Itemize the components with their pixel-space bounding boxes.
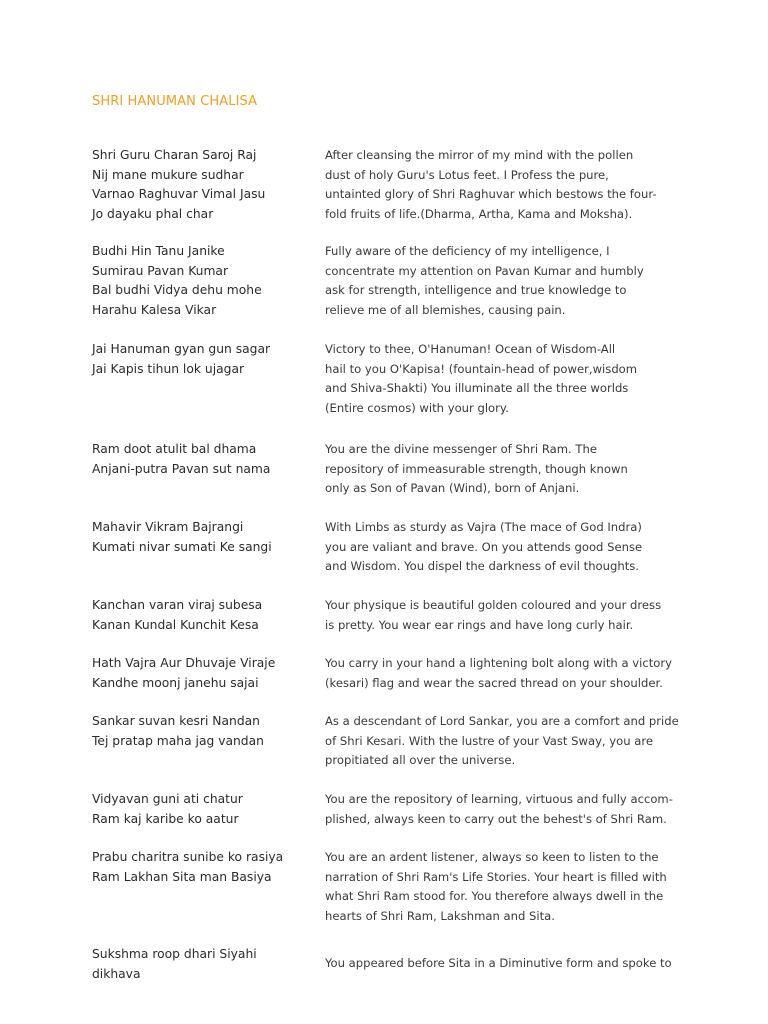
translation-line: is pretty. You wear ear rings and have long curly hair.	[325, 617, 634, 632]
verse-line: Hath Vajra Aur Dhuvaje Viraje	[92, 656, 276, 670]
verse-translation	[325, 340, 675, 418]
verse-line: dikhava	[92, 966, 141, 981]
translation-line: Victory to thee, O'Hanuman! Ocean of Wisdom-All	[325, 342, 616, 356]
verse-line: Anjani-putra Pavan sut nama	[92, 461, 271, 476]
translation-line: (kesari) flag and wear the sacred thread on your shoulder.	[325, 675, 663, 690]
verse-line: Kumati nivar sumati Ke sangi	[92, 539, 272, 554]
verse-transliteration	[92, 440, 317, 479]
verse-line: Kanan Kundal Kunchit Kesa	[92, 617, 259, 632]
verse-translation	[325, 440, 675, 499]
translation-line: only as Son of Pavan (Wind), born of Anjani.	[325, 481, 580, 495]
verse-line: Nij mane mukure sudhar	[92, 167, 244, 182]
translation-line: plished, always keen to carry out the behest's of Shri Ram.	[325, 811, 667, 826]
verse-line: Ram Lakhan Sita man Basiya	[92, 869, 272, 884]
translation-line: narration of Shri Ram's Life Stories. Your heart is filled with	[325, 869, 667, 884]
translation-line: and Wisdom. You dispel the darkness of evil thoughts.	[325, 559, 639, 573]
verse-transliteration	[92, 340, 317, 379]
verse-transliteration	[92, 712, 317, 751]
verse-translation	[325, 242, 675, 320]
verse-transliteration	[92, 518, 317, 557]
translation-line: you are valiant and brave. On you attends good Sense	[325, 539, 643, 554]
translation-line: As a descendant of Lord Sankar, you are a comfort and pride	[325, 714, 679, 728]
verse-line: Ram kaj karibe ko aatur	[92, 811, 239, 826]
verse-transliteration	[92, 654, 317, 693]
translation-line: With Limbs as sturdy as Vajra (The mace of God Indra)	[325, 520, 642, 534]
verse-translation	[325, 848, 675, 926]
translation-line: untainted glory of Shri Raghuvar which bestows the four-	[325, 187, 657, 201]
verse-line: Sumirau Pavan Kumar	[92, 263, 229, 278]
verse-line: Sankar suvan kesri Nandan	[92, 714, 260, 728]
translation-line: hail to you O'Kapisa! (fountain-head of power,wisdom	[325, 361, 638, 376]
verse-translation	[325, 518, 675, 577]
translation-line: hearts of Shri Ram, Lakshman and Sita.	[325, 908, 555, 923]
translation-line: relieve me of all blemishes, causing pain.	[325, 302, 566, 317]
verse-transliteration	[92, 146, 317, 224]
translation-line: of Shri Kesari. With the lustre of your Vast Sway, you are	[325, 733, 654, 748]
verse-translation	[325, 596, 675, 635]
translation-line: dust of holy Guru's Lotus feet. I Profess the pure,	[325, 167, 609, 182]
verse-line: Tej pratap maha jag vandan	[92, 733, 264, 748]
page-title: SHRI HANUMAN CHALISA	[92, 94, 258, 109]
translation-line: You are the repository of learning, virtuous and fully accom-	[325, 792, 673, 806]
verse-transliteration	[92, 790, 317, 829]
translation-line: concentrate my attention on Pavan Kumar and humbly	[325, 263, 644, 278]
verse-line: Shri Guru Charan Saroj Raj	[92, 148, 257, 162]
translation-line: You appeared before Sita in a Diminutive form and spoke to	[325, 956, 672, 970]
translation-line: (Entire cosmos) with your glory.	[325, 400, 509, 415]
translation-line: propitiated all over the universe.	[325, 753, 516, 767]
translation-line: ask for strength, intelligence and true knowledge to	[325, 283, 627, 297]
verse-line: Jai Hanuman gyan gun sagar	[92, 342, 271, 356]
verse-line: Mahavir Vikram Bajrangi	[92, 520, 244, 534]
translation-line: You are an ardent listener, always so keen to listen to the	[325, 850, 659, 864]
translation-line: You carry in your hand a lightening bolt along with a victory	[325, 656, 672, 670]
verse-translation	[325, 954, 675, 974]
verse-transliteration	[92, 848, 317, 887]
verse-translation	[325, 146, 675, 224]
verse-line: Jo dayaku phal char	[92, 206, 214, 221]
verse-transliteration	[92, 596, 317, 635]
translation-line: and Shiva-Shakti) You illuminate all the three worlds	[325, 381, 629, 395]
verse-line: Prabu charitra sunibe ko rasiya	[92, 850, 284, 864]
verse-line: Kandhe moonj janehu sajai	[92, 675, 259, 690]
verse-line: Bal budhi Vidya dehu mohe	[92, 283, 262, 297]
verse-translation	[325, 790, 675, 829]
verse-transliteration	[92, 945, 317, 984]
verse-line: Vidyavan guni ati chatur	[92, 792, 243, 806]
verse-transliteration	[92, 242, 317, 320]
translation-line: Your physique is beautiful golden coloured and your dress	[325, 598, 662, 612]
verse-line: Ram doot atulit bal dhama	[92, 442, 257, 456]
translation-line: Fully aware of the deficiency of my intelligence, I	[325, 244, 610, 258]
translation-line: You are the divine messenger of Shri Ram. The	[325, 442, 597, 456]
translation-line: fold fruits of life.(Dharma, Artha, Kama and Moksha).	[325, 206, 633, 221]
translation-line: what Shri Ram stood for. You therefore always dwell in the	[325, 889, 664, 903]
translation-line: After cleansing the mirror of my mind with the pollen	[325, 148, 634, 162]
verse-line: Kanchan varan viraj subesa	[92, 598, 263, 612]
verse-line: Sukshma roop dhari Siyahi	[92, 947, 257, 961]
translation-line: repository of immeasurable strength, though known	[325, 461, 628, 476]
verse-translation	[325, 654, 675, 693]
verse-line: Harahu Kalesa Vikar	[92, 302, 217, 317]
verse-line: Budhi Hin Tanu Janike	[92, 244, 225, 258]
verse-line: Jai Kapis tihun lok ujagar	[92, 361, 245, 376]
verse-line: Varnao Raghuvar Vimal Jasu	[92, 187, 266, 201]
verse-translation	[325, 712, 679, 771]
